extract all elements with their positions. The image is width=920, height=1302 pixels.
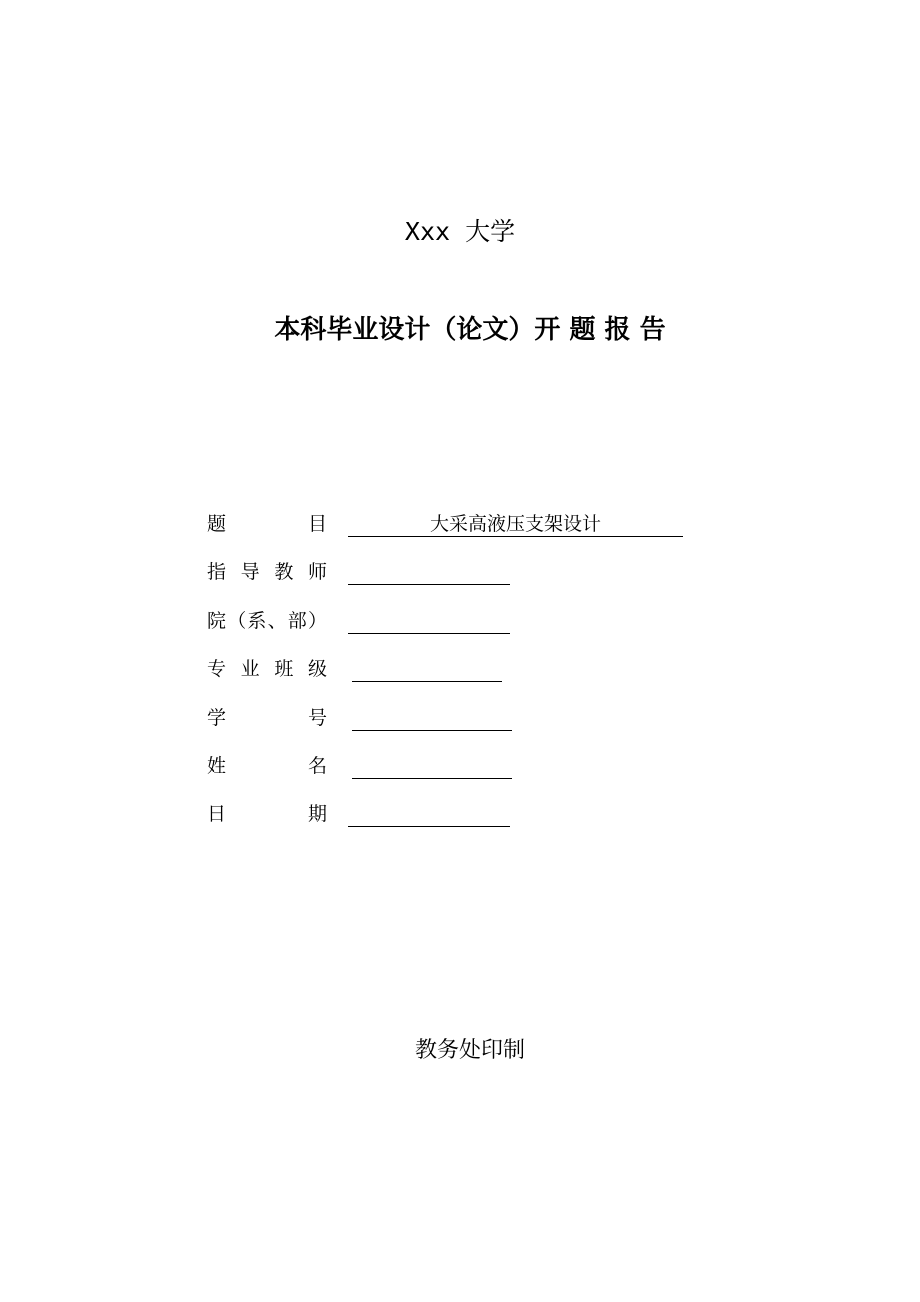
department-field[interactable] — [348, 611, 510, 634]
topic-field[interactable] — [348, 514, 683, 537]
report-title: 本科毕业设计（论文）开 题 报 告 — [274, 315, 666, 345]
advisor-field[interactable] — [348, 562, 510, 585]
name-label: 姓名 — [207, 755, 327, 777]
advisor-row — [207, 552, 707, 588]
department-row — [207, 601, 707, 637]
major-class-row — [207, 649, 707, 685]
printed-by-footer: 教务处印制 — [414, 1038, 525, 1063]
student-id-label: 学号 — [207, 707, 327, 729]
topic-row — [207, 504, 707, 540]
name-field[interactable] — [352, 756, 512, 779]
major-class-field[interactable] — [352, 659, 502, 682]
department-label: 院（系、部） — [207, 610, 327, 632]
date-field[interactable] — [348, 804, 510, 827]
major-class-label: 专业班级 — [207, 658, 327, 680]
date-row — [207, 794, 707, 830]
date-label: 日期 — [207, 803, 327, 825]
advisor-label: 指导教师 — [207, 561, 327, 583]
student-id-field[interactable] — [352, 708, 512, 731]
university-name: Xxx 大学 — [404, 217, 516, 246]
topic-value: 大采高液压支架设计 — [429, 513, 601, 535]
student-id-row — [207, 698, 707, 734]
topic-label: 题目 — [207, 513, 327, 535]
name-row — [207, 746, 707, 782]
